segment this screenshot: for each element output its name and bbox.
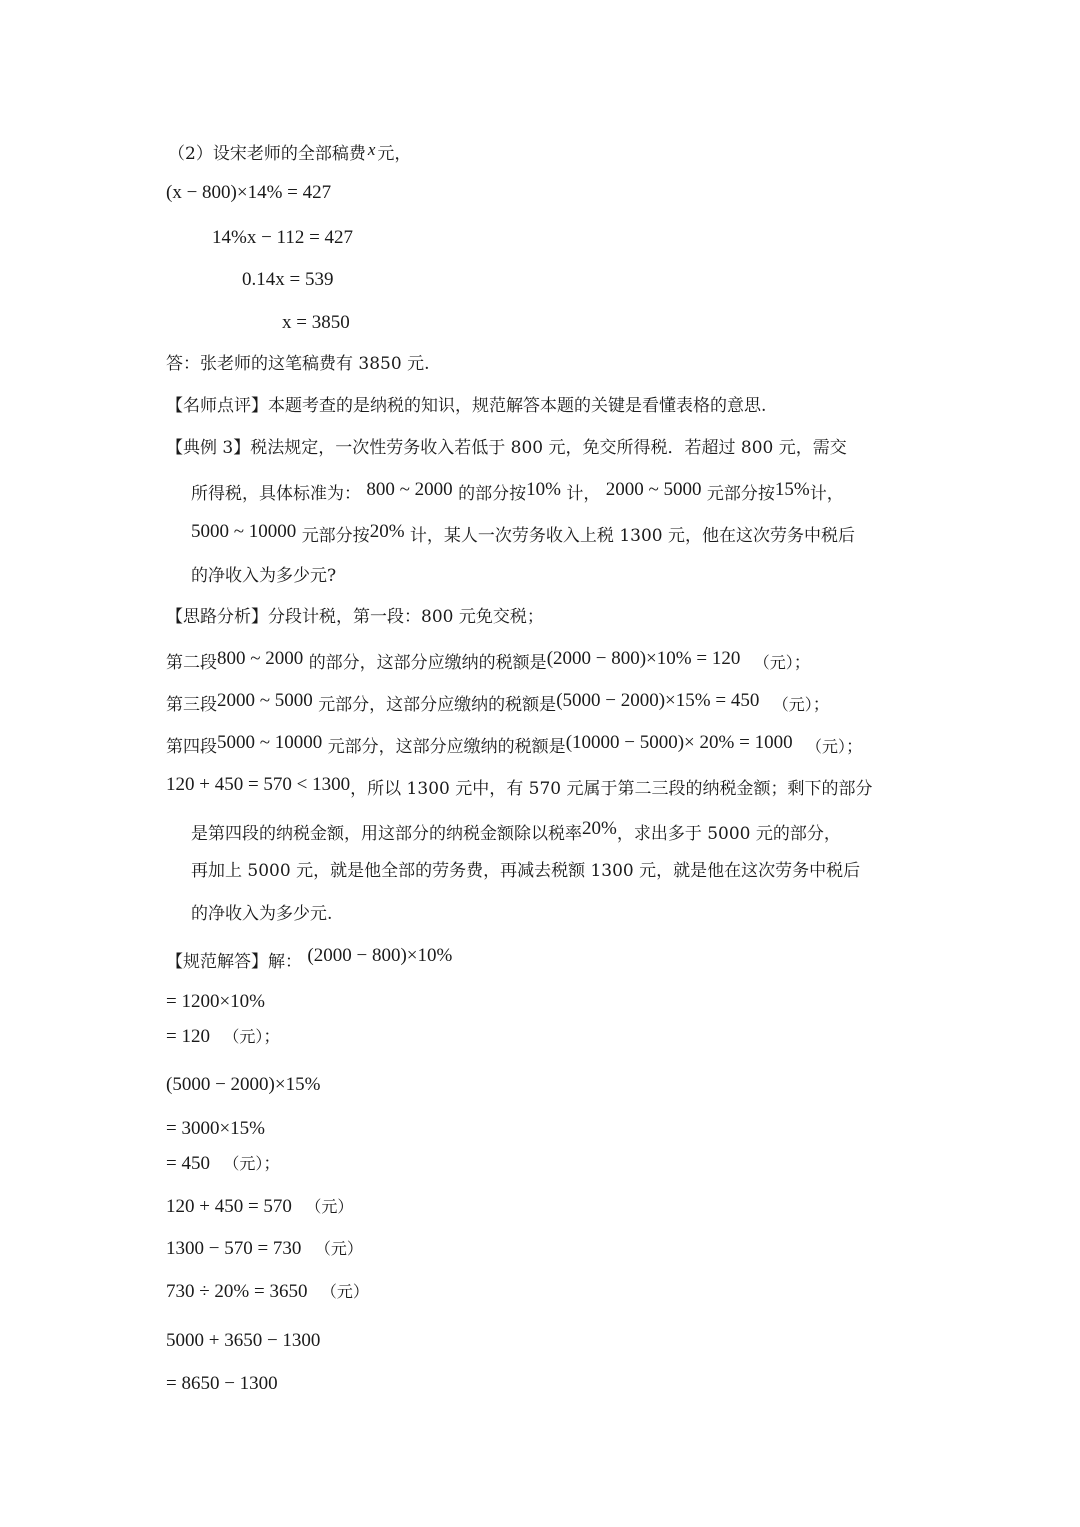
- example3-line2: 所得税，具体标准为： 800 ~ 2000 的部分按10% 计， 2000 ~ 5000 元部分按15%计，: [191, 479, 844, 504]
- solution-tag: 【规范解答】: [166, 952, 268, 972]
- teacher-comment: 【名师点评】本题考查的是纳税的知识，规范解答本题的关键是看懂表格的意思.: [166, 396, 767, 416]
- solution-step-7: 1300 − 570 = 730 （元）: [166, 1238, 363, 1259]
- example3-line1: 【典例 3】税法规定，一次性劳务收入若低于 800 元，免交所得税．若超过 800 元，需交: [166, 438, 847, 458]
- analysis-line1: 【思路分析】分段计税，第一段：800 元免交税；: [166, 607, 544, 627]
- solution-step-8: 730 ÷ 20% = 3650 （元）: [166, 1281, 369, 1302]
- solution-step-9: 5000 + 3650 − 1300: [166, 1330, 321, 1351]
- solution-step-5: = 450 （元）；: [166, 1153, 281, 1174]
- analysis-line8: 的净收入为多少元.: [191, 904, 333, 924]
- equation-3: 0.14x = 539: [242, 269, 334, 290]
- analysis-segment2: 第二段800 ~ 2000 的部分，这部分应缴纳的税额是(2000 − 800)×10% = 120 （元）；: [166, 648, 811, 673]
- equation-1: (x − 800)×14% = 427: [166, 182, 332, 203]
- answer-line: 答：张老师的这笔稿费有 3850 元.: [166, 354, 430, 374]
- example3-tag: 【典例 3】: [166, 438, 251, 458]
- analysis-line5: 120 + 450 = 570 < 1300，所以 1300 元中，有 570 元属于第二三段的纳税金额；剩下的部分: [166, 774, 873, 799]
- analysis-line6: 是第四段的纳税金额，用这部分的纳税金额除以税率20%，求出多于 5000 元的部分，: [191, 818, 841, 844]
- analysis-tag: 【思路分析】: [166, 607, 268, 627]
- equation-2: 14%x − 112 = 427: [212, 227, 354, 248]
- solution-step-10: = 8650 − 1300: [166, 1373, 278, 1394]
- solution-step-2: = 120 （元）；: [166, 1026, 281, 1047]
- analysis-line7: 再加上 5000 元，就是他全部的劳务费，再减去税额 1300 元，就是他在这次劳务中税后: [191, 861, 861, 881]
- example3-line4: 的净收入为多少元?: [191, 566, 337, 586]
- comment-tag: 【名师点评】: [166, 396, 268, 416]
- solution-step-3: (5000 − 2000)×15%: [166, 1074, 321, 1095]
- analysis-segment4: 第四段5000 ~ 10000 元部分，这部分应缴纳的税额是(10000 − 5000)× 20% = 1000 （元）；: [166, 732, 863, 757]
- solution-step-4: = 3000×15%: [166, 1118, 266, 1139]
- solution-step-6: 120 + 450 = 570 （元）: [166, 1196, 354, 1217]
- solution-step-1: = 1200×10%: [166, 991, 266, 1012]
- equation-4: x = 3850: [282, 312, 350, 333]
- analysis-segment3: 第三段2000 ~ 5000 元部分，这部分应缴纳的税额是(5000 − 2000)×15% = 450 （元）；: [166, 690, 830, 715]
- part2-intro: （2）设宋老师的全部稿费 x 元，: [168, 140, 412, 164]
- example3-line3: 5000 ~ 10000 元部分按20% 计，某人一次劳务收入上税 1300 元，他在这次劳务中税后: [191, 521, 855, 546]
- solution-header: 【规范解答】解： (2000 − 800)×10%: [166, 945, 453, 972]
